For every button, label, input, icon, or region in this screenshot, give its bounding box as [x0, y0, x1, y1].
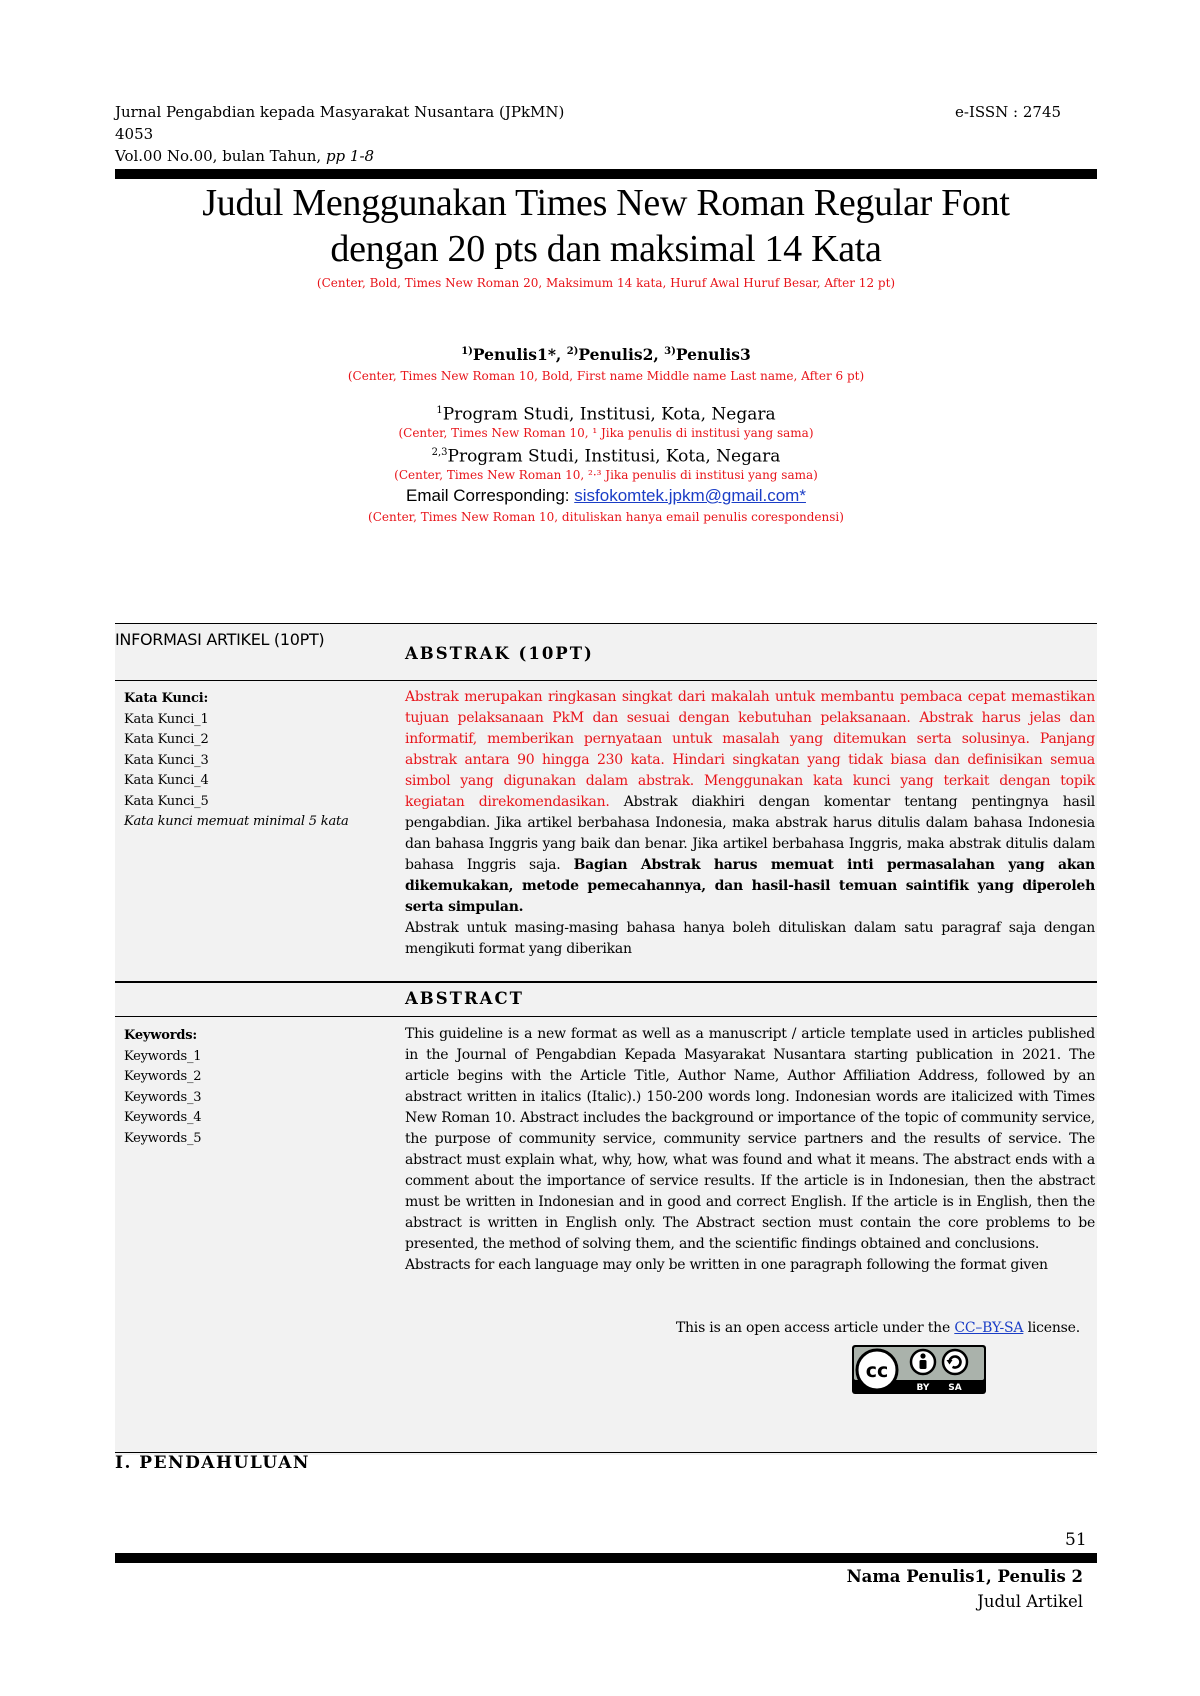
kata-kunci-item: Kata Kunci_3: [124, 752, 209, 768]
abstrak-paragraph-2: Abstrak untuk masing-masing bahasa hanya boleh dituliskan dalam satu paragraf saja dengan mengikuti format yang diberikan: [405, 920, 1095, 957]
affiliation-1-marker: 1: [436, 405, 443, 416]
abstrak-heading: ABSTRAK (10PT): [405, 644, 594, 663]
kata-kunci-list: [124, 689, 374, 833]
page-range: pp 1-8: [325, 147, 375, 165]
footer-article-title: Judul Artikel: [977, 1592, 1083, 1611]
kata-kunci-note: Kata kunci memuat minimal 5 kata: [124, 814, 349, 829]
abstract-heading-rule: [115, 1016, 1097, 1017]
kata-kunci-item: Kata Kunci_1: [124, 711, 209, 727]
svg-text:cc: cc: [865, 1360, 889, 1382]
affiliation-1-text: Program Studi, Institusi, Kota, Negara: [442, 404, 776, 425]
header-rule: [115, 169, 1097, 179]
kata-kunci-item: Kata Kunci_5: [124, 793, 209, 809]
box-top-rule: [115, 623, 1097, 624]
cc-by-sa-badge[interactable]: [852, 1345, 986, 1394]
title-line-2: dengan 20 pts dan maksimal 14 Kata: [330, 228, 882, 270]
section-heading: I. PENDAHULUAN: [115, 1453, 310, 1473]
author-2-marker: 2): [566, 345, 579, 357]
article-info-heading: INFORMASI ARTIKEL (10PT): [115, 630, 325, 649]
abstrak-heading-rule: [115, 680, 1097, 681]
affiliation-2-text: Program Studi, Institusi, Kota, Negara: [447, 446, 781, 467]
affiliation-2-marker: 2,3: [431, 447, 448, 458]
abstrak-paragraph-1: [405, 687, 1095, 918]
issn-continuation: 4053: [115, 125, 154, 143]
keyword-item: Keywords_1: [124, 1048, 202, 1064]
author-2: Penulis2,: [578, 345, 665, 364]
affiliation-2: [115, 442, 1097, 468]
issn: e-ISSN : 2745: [955, 103, 1062, 121]
kata-kunci-title: Kata Kunci:: [124, 691, 209, 706]
author-3-marker: 3): [664, 345, 676, 357]
license-prefix: This is an open access article under the: [675, 1320, 955, 1336]
author-list: [115, 345, 1097, 364]
license-line: [660, 1320, 1080, 1336]
keywords-list: [124, 1026, 374, 1149]
sa-icon: [943, 1350, 967, 1374]
article-title: [115, 180, 1097, 272]
affiliation-1-note: (Center, Times New Roman 10, ¹ Jika penulis di institusi yang sama): [398, 426, 814, 440]
license-suffix: license.: [1023, 1320, 1080, 1336]
journal-header: [115, 101, 635, 167]
abstract-top-rule: [115, 981, 1097, 983]
abstract-heading: ABSTRACT: [405, 989, 524, 1008]
footer-authors: Nama Penulis1, Penulis 2: [846, 1567, 1083, 1586]
page-number: 51: [1065, 1530, 1087, 1550]
badge-sa-label: SA: [948, 1383, 962, 1393]
author-format-note: (Center, Times New Roman 10, Bold, First name Middle name Last name, After 6 pt): [347, 369, 865, 383]
affiliation-1: [115, 400, 1097, 426]
abstract-body: [405, 1024, 1095, 1276]
keyword-item: Keywords_2: [124, 1069, 202, 1084]
abstrak-red-text: Abstrak merupakan ringkasan singkat dari makalah untuk membantu pembaca cepat memastikan tujuan pelaksanaan PkM dan sesuai dengan kebutuhan pelaksanaan. Abstrak harus jelas dan informatif, memberikan pernyataan untuk masalah yang ditemukan serta solusinya. Panjang abstrak antara 90 hingga 230 kata. Hindari singkatan yang tidak biasa dan definisikan semua simbol yang digunakan dalam abstrak. Menggunakan kata kunci yang terkait dengan topik kegiatan direkomendasikan.: [405, 689, 1095, 810]
email-label: Email Corresponding:: [406, 486, 575, 505]
abstrak-text: Abstrak diakhiri dengan komentar tentang pentingnya hasil pengabdian. Jika artikel berbahasa Indonesia, maka abstrak harus ditulis dalam bahasa Indonesia dan bahasa Inggris yang baik dan benar. Jika artikel berbahasa Inggris, maka abstrak ditulis dalam bahasa Inggris saja.: [405, 794, 1096, 873]
author-3: Penulis3: [675, 345, 751, 364]
affiliation-2-note: (Center, Times New Roman 10, ²·³ Jika penulis di institusi yang sama): [394, 468, 818, 482]
keyword-item: Keywords_4: [124, 1110, 202, 1125]
journal-name: Jurnal Pengabdian kepada Masyarakat Nusantara (JPkMN): [115, 103, 565, 121]
title-line-1: Judul Menggunakan Times New Roman Regular Font: [202, 182, 1010, 224]
email-link[interactable]: sisfokomtek.jpkm@gmail.com*: [574, 486, 806, 505]
title-format-note: (Center, Bold, Times New Roman 20, Maksimum 14 kata, Huruf Awal Huruf Besar, After 12 pt): [316, 276, 896, 290]
email-note: (Center, Times New Roman 10, dituliskan hanya email penulis corespondensi): [368, 510, 844, 524]
badge-by-label: BY: [916, 1383, 930, 1393]
kata-kunci-item: Kata Kunci_4: [124, 773, 209, 788]
author-1-marker: 1): [461, 345, 473, 357]
email-line: [115, 485, 1097, 507]
cc-badge-graphic: [852, 1345, 986, 1394]
footer-rule: [115, 1553, 1097, 1563]
abstrak-body: [405, 687, 1095, 960]
abstract-paragraph-1: This guideline is a new format as well as a manuscript / article template used in articles published in the Journal of Pengabdian Kepada Masyarakat Nusantara starting publication in 2021. The article begins with the Article Title, Author Name, Author Affiliation Address, followed by an abstract written in italics (Italic).) 150-200 words long. Indonesian words are italicized with Times New Roman 10. Abstract includes the background or importance of the topic of community service, the purpose of community service, community service partners and the results of service. The abstract must explain what, why, how, what was found and what it means. The abstract ends with a comment about the importance of service results. If the article is in Indonesian, then the abstract must be written in Indonesian and in good and correct English. If the article is in English, then the abstract is written in English only. The Abstract section must contain the core problems to be presented, the method of solving them, and the scientific findings obtained and conclusions.: [405, 1026, 1095, 1252]
volume-line: [115, 145, 635, 167]
kata-kunci-item: Kata Kunci_2: [124, 732, 209, 747]
author-1: Penulis1*,: [472, 345, 567, 364]
license-link[interactable]: CC–BY-SA: [954, 1320, 1024, 1336]
keywords-title: Keywords:: [124, 1028, 197, 1043]
volume-text: Vol.00 No.00, bulan Tahun,: [115, 147, 322, 165]
keyword-item: Keywords_3: [124, 1089, 202, 1105]
abstract-paragraph-2: Abstracts for each language may only be written in one paragraph following the format given: [405, 1257, 1048, 1273]
keyword-item: Keywords_5: [124, 1130, 202, 1146]
abstrak-bold-text: Bagian Abstrak harus memuat inti permasalahan yang akan dikemukakan, metode pemecahannya, dan hasil-hasil temuan saintifik yang diperoleh serta simpulan.: [405, 857, 1095, 915]
